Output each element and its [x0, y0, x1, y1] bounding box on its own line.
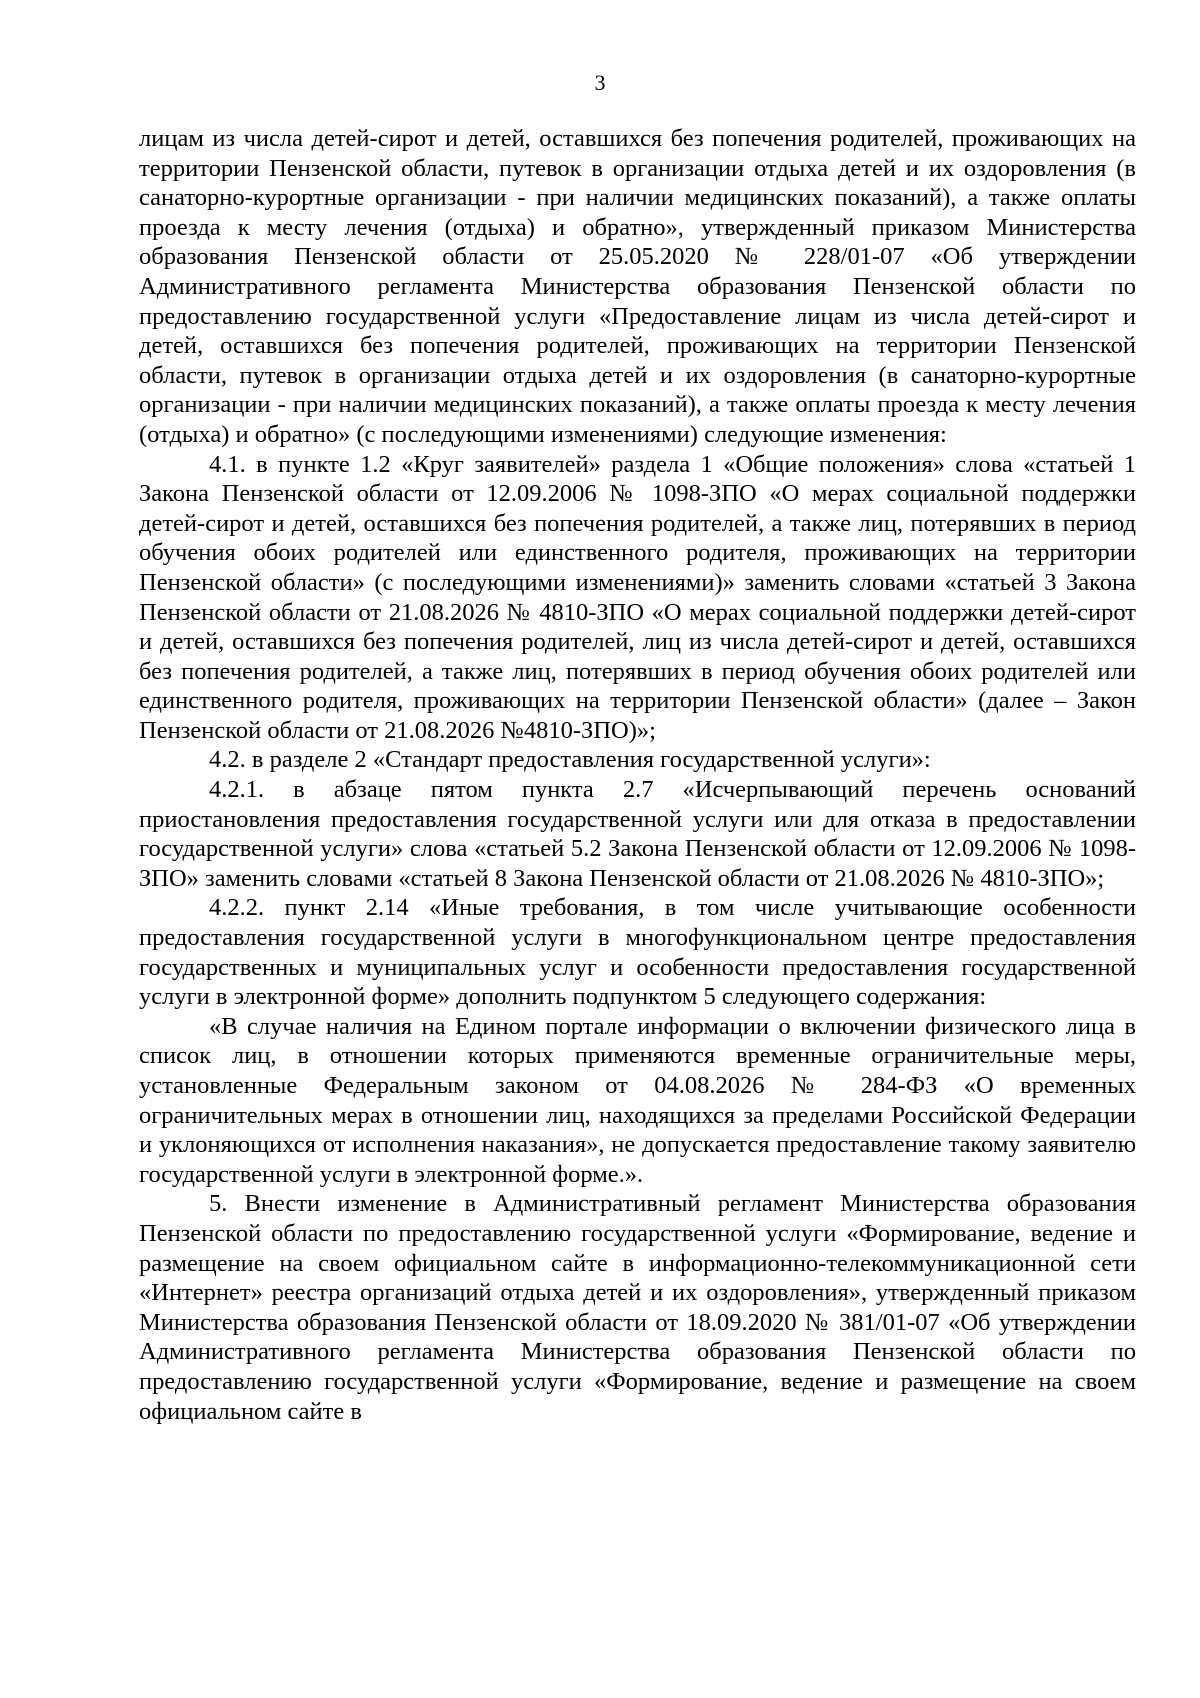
paragraph-quoted-addition: «В случае наличия на Едином портале информации о включении физического лица в список лиц, в отношении которых применяются временные ограничительные меры, установленные Федеральным законом от 04.08.2026 № 284-ФЗ «О временных ограничительных мерах в отношении лиц, находящихся за пределами Российской Федерации и уклоняющихся от исполнения наказания», не допускается предоставление такому заявителю государственной услуги в электронной форме.».	[139, 1012, 1136, 1188]
page-number: 3	[594, 70, 606, 95]
document-body	[139, 124, 1136, 1426]
paragraph-item-4-1: 4.1. в пункте 1.2 «Круг заявителей» раздела 1 «Общие положения» слова «статьей 1 Закона Пензенской области от 12.09.2006 № 1098-ЗПО «О мерах социальной поддержки детей-сирот и детей, оставшихся без попечения родителей, а также лиц, потерявших в период обучения обоих родителей или единственного родителя, проживающих на территории Пензенской области» (с последующими изменениями)» заменить словами «статьей 3 Закона Пензенской области от 21.08.2026 № 4810-ЗПО «О мерах социальной поддержки детей-сирот и детей, оставшихся без попечения родителей, лиц из числа детей-сирот и детей, оставшихся без попечения родителей, а также лиц, потерявших в период обучения обоих родителей или единственного родителя, проживающих на территории Пензенской области» (далее – Закон Пензенской области от 21.08.2026 №4810-ЗПО)»;	[139, 450, 1136, 744]
paragraph-item-4-2-1: 4.2.1. в абзаце пятом пункта 2.7 «Исчерпывающий перечень оснований приостановления предоставления государственной услуги или для отказа в предоставлении государственной услуги» слова «статьей 5.2 Закона Пензенской области от 12.09.2006 № 1098-ЗПО» заменить словами «статьей 8 Закона Пензенской области от 21.08.2026 № 4810-ЗПО»;	[139, 776, 1136, 892]
paragraph-item-5: 5. Внести изменение в Административный регламент Министерства образования Пензенской области по предоставлению государственной услуги «Формирование, ведение и размещение на своем официальном сайте в информационно-телекоммуникационной сети «Интернет» реестра организаций отдыха детей и их оздоровления», утвержденный приказом Министерства образования Пензенской области от 18.09.2020 № 381/01-07 «Об утверждении Административного регламента Министерства образования Пензенской области по предоставлению государственной услуги «Формирование, ведение и размещение на своем официальном сайте в	[139, 1190, 1136, 1425]
paragraph-item-4-2: 4.2. в разделе 2 «Стандарт предоставления государственной услуги»:	[209, 746, 931, 774]
paragraph-continuation: лицам из числа детей-сирот и детей, оставшихся без попечения родителей, проживающих на территории Пензенской области, путевок в организации отдыха детей и их оздоровления (в санаторно-курортные организации - при наличии медицинских показаний), а также оплаты проезда к месту лечения (отдыха) и обратно», утвержденный приказом Министерства образования Пензенской области от 25.05.2020 № 228/01-07 «Об утверждении Административного регламента Министерства образования Пензенской области по предоставлению государственной услуги «Предоставление лицам из числа детей-сирот и детей, оставшихся без попечения родителей, проживающих на территории Пензенской области, путевок в организации отдыха детей и их оздоровления (в санаторно-курортные организации - при наличии медицинских показаний), а также оплаты проезда к месту лечения (отдыха) и обратно» (с последующими изменениями) следующие изменения:	[139, 125, 1136, 448]
paragraph-item-4-2-2: 4.2.2. пункт 2.14 «Иные требования, в том числе учитывающие особенности предоставления государственной услуги в многофункциональном центре предоставления государственных и муниципальных услуг и особенности предоставления государственной услуги в электронной форме» дополнить подпунктом 5 следующего содержания:	[139, 894, 1136, 1011]
